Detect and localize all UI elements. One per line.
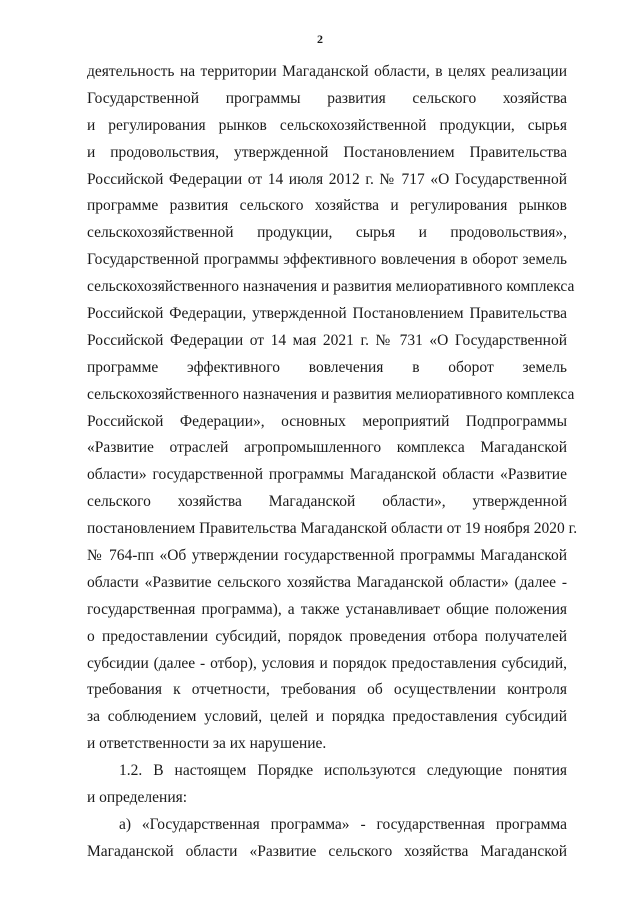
text-line: Государственной программы развития сельского хозяйства <box>87 89 567 107</box>
text-line: Российской Федерации, утвержденной Постановлением Правительства <box>87 305 567 323</box>
text-line: Российской Федерации от 14 мая 2021 г. № 731 «О Государственной <box>87 331 567 349</box>
text-line: постановлением Правительства Магаданской области от 19 ноября 2020 г. <box>87 520 578 538</box>
text-line: Российской Федерации от 14 июля 2012 г. № 717 «О Государственной <box>87 170 567 188</box>
text-line: Магаданской области «Развитие сельского хозяйства Магаданской <box>87 842 567 860</box>
text-line: Российской Федерации», основных мероприятий Подпрограммы <box>87 412 567 430</box>
text-line: и продовольствия, утвержденной Постановлением Правительства <box>87 143 567 161</box>
text-line: требования к отчетности, требования об осуществлении контроля <box>87 681 567 699</box>
text-line: 1.2. В настоящем Порядке используются следующие понятия <box>119 762 567 780</box>
text-line: «Развитие отраслей агропромышленного комплекса Магаданской <box>87 439 567 457</box>
text-line: и ответственности за их нарушение. <box>87 735 327 753</box>
text-line: сельскохозяйственного назначения и развития мелиоративного комплекса <box>87 278 575 296</box>
text-line: программе эффективного вовлечения в оборот земель <box>87 358 567 376</box>
text-line: и определения: <box>87 789 188 807</box>
text-line: сельскохозяйственной продукции, сырья и продовольствия», <box>87 224 567 242</box>
text-line: сельскохозяйственного назначения и развития мелиоративного комплекса <box>87 385 575 403</box>
text-line: области» государственной программы Магаданской области «Развитие <box>87 466 567 484</box>
text-line: и регулирования рынков сельскохозяйственной продукции, сырья <box>87 116 567 134</box>
page-number: 2 <box>317 32 323 46</box>
text-line: программе развития сельского хозяйства и регулирования рынков <box>87 197 567 215</box>
text-line: а) «Государственная программа» - государственная программа <box>119 815 567 833</box>
text-line: сельского хозяйства Магаданской области», утвержденной <box>87 493 567 511</box>
text-line: государственная программа), а также устанавливает общие положения <box>87 600 567 618</box>
text-line: за соблюдением условий, целей и порядка предоставления субсидий <box>87 708 567 726</box>
text-line: № 764-пп «Об утверждении государственной программы Магаданской <box>87 547 567 565</box>
text-line: о предоставлении субсидий, порядок проведения отбора получателей <box>87 627 567 645</box>
text-line: деятельность на территории Магаданской области, в целях реализации <box>87 63 567 80</box>
text-line: области «Развитие сельского хозяйства Магаданской области» (далее - <box>87 573 567 591</box>
document-body <box>87 59 578 866</box>
text-line: субсидии (далее - отбор), условия и порядок предоставления субсидий, <box>87 654 567 672</box>
text-line: Государственной программы эффективного вовлечения в оборот земель <box>87 251 567 269</box>
